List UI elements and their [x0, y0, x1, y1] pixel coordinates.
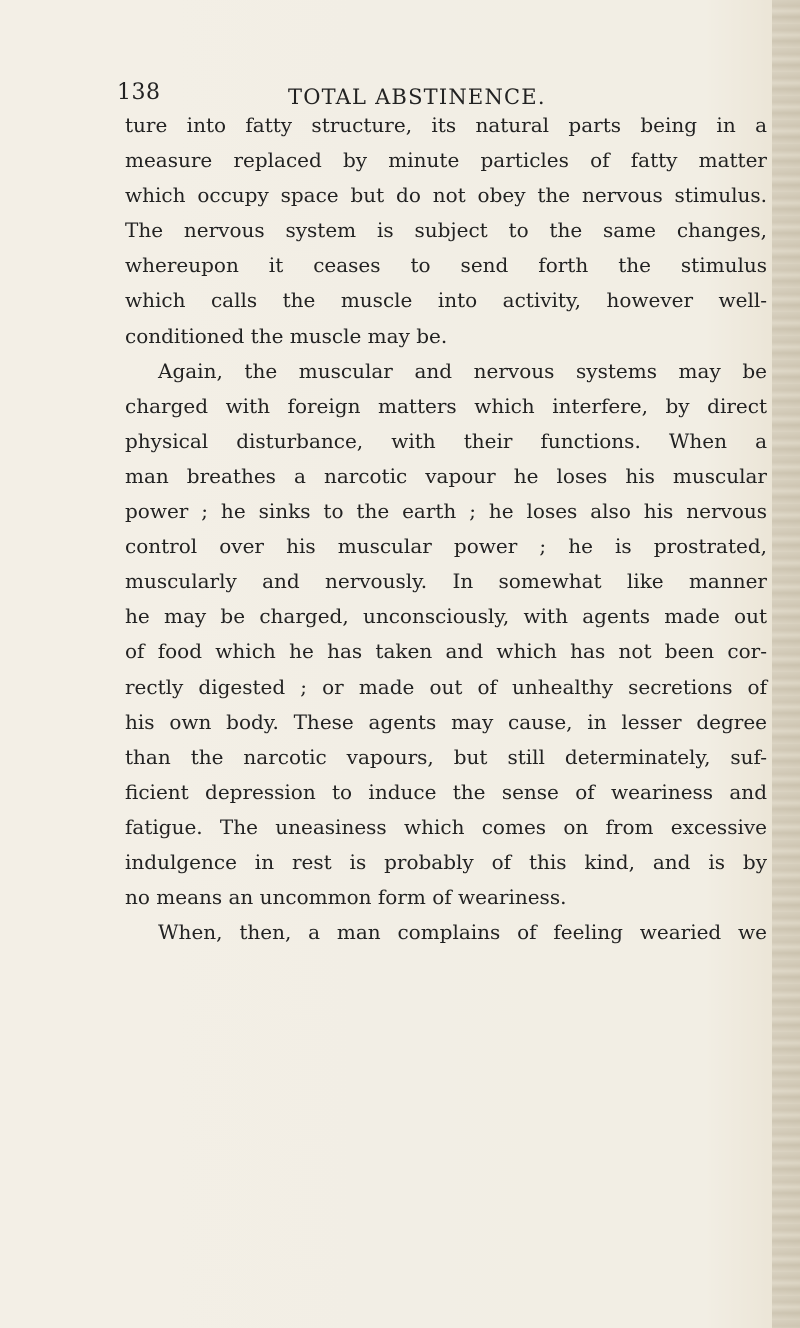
text-line: rectly digested ; or made out of unhealthy secretions of	[125, 674, 767, 699]
text-line: The nervous system is subject to the same changes,	[125, 218, 767, 243]
text-line: no means an uncommon form of weariness.	[125, 885, 567, 910]
text-line: charged with foreign matters which interfere, by direct	[125, 393, 767, 418]
text-line: his own body. These agents may cause, in lesser degree	[125, 709, 767, 734]
text-line: measure replaced by minute particles of fatty matter	[125, 148, 767, 173]
text-line: man breathes a narcotic vapour he loses his muscular	[125, 463, 767, 488]
text-line: he may be charged, unconsciously, with agents made out	[125, 604, 767, 629]
text-line: physical disturbance, with their functions. When a	[125, 428, 767, 453]
page-number: 138	[117, 80, 161, 105]
text-line: power ; he sinks to the earth ; he loses also his nervous	[125, 499, 767, 524]
text-line: fatigue. The uneasiness which comes on from excessive	[125, 814, 767, 839]
running-title: TOTAL ABSTINENCE.	[288, 85, 546, 109]
text-line: ture into fatty structure, its natural parts being in a	[125, 113, 767, 137]
text-line: When, then, a man complains of feeling wearied we	[158, 920, 767, 945]
text-line: ficient depression to induce the sense of weariness and	[125, 779, 767, 804]
body-text	[125, 108, 767, 950]
text-line: indulgence in rest is probably of this kind, and is by	[125, 849, 767, 874]
text-line: Again, the muscular and nervous systems may be	[158, 358, 767, 383]
text-line: of food which he has taken and which has not been cor-	[125, 639, 767, 664]
text-line: whereupon it ceases to send forth the stimulus	[125, 253, 767, 278]
text-line: control over his muscular power ; he is prostrated,	[125, 534, 767, 559]
page-edge-shadow	[772, 0, 800, 1328]
text-line: conditioned the muscle may be.	[125, 323, 448, 348]
text-line: than the narcotic vapours, but still determinately, suf-	[125, 744, 767, 769]
text-line: which occupy space but do not obey the nervous stimulus.	[125, 183, 767, 208]
text-line: which calls the muscle into activity, however well-	[125, 288, 767, 313]
text-line: muscularly and nervously. In somewhat like manner	[125, 569, 767, 594]
